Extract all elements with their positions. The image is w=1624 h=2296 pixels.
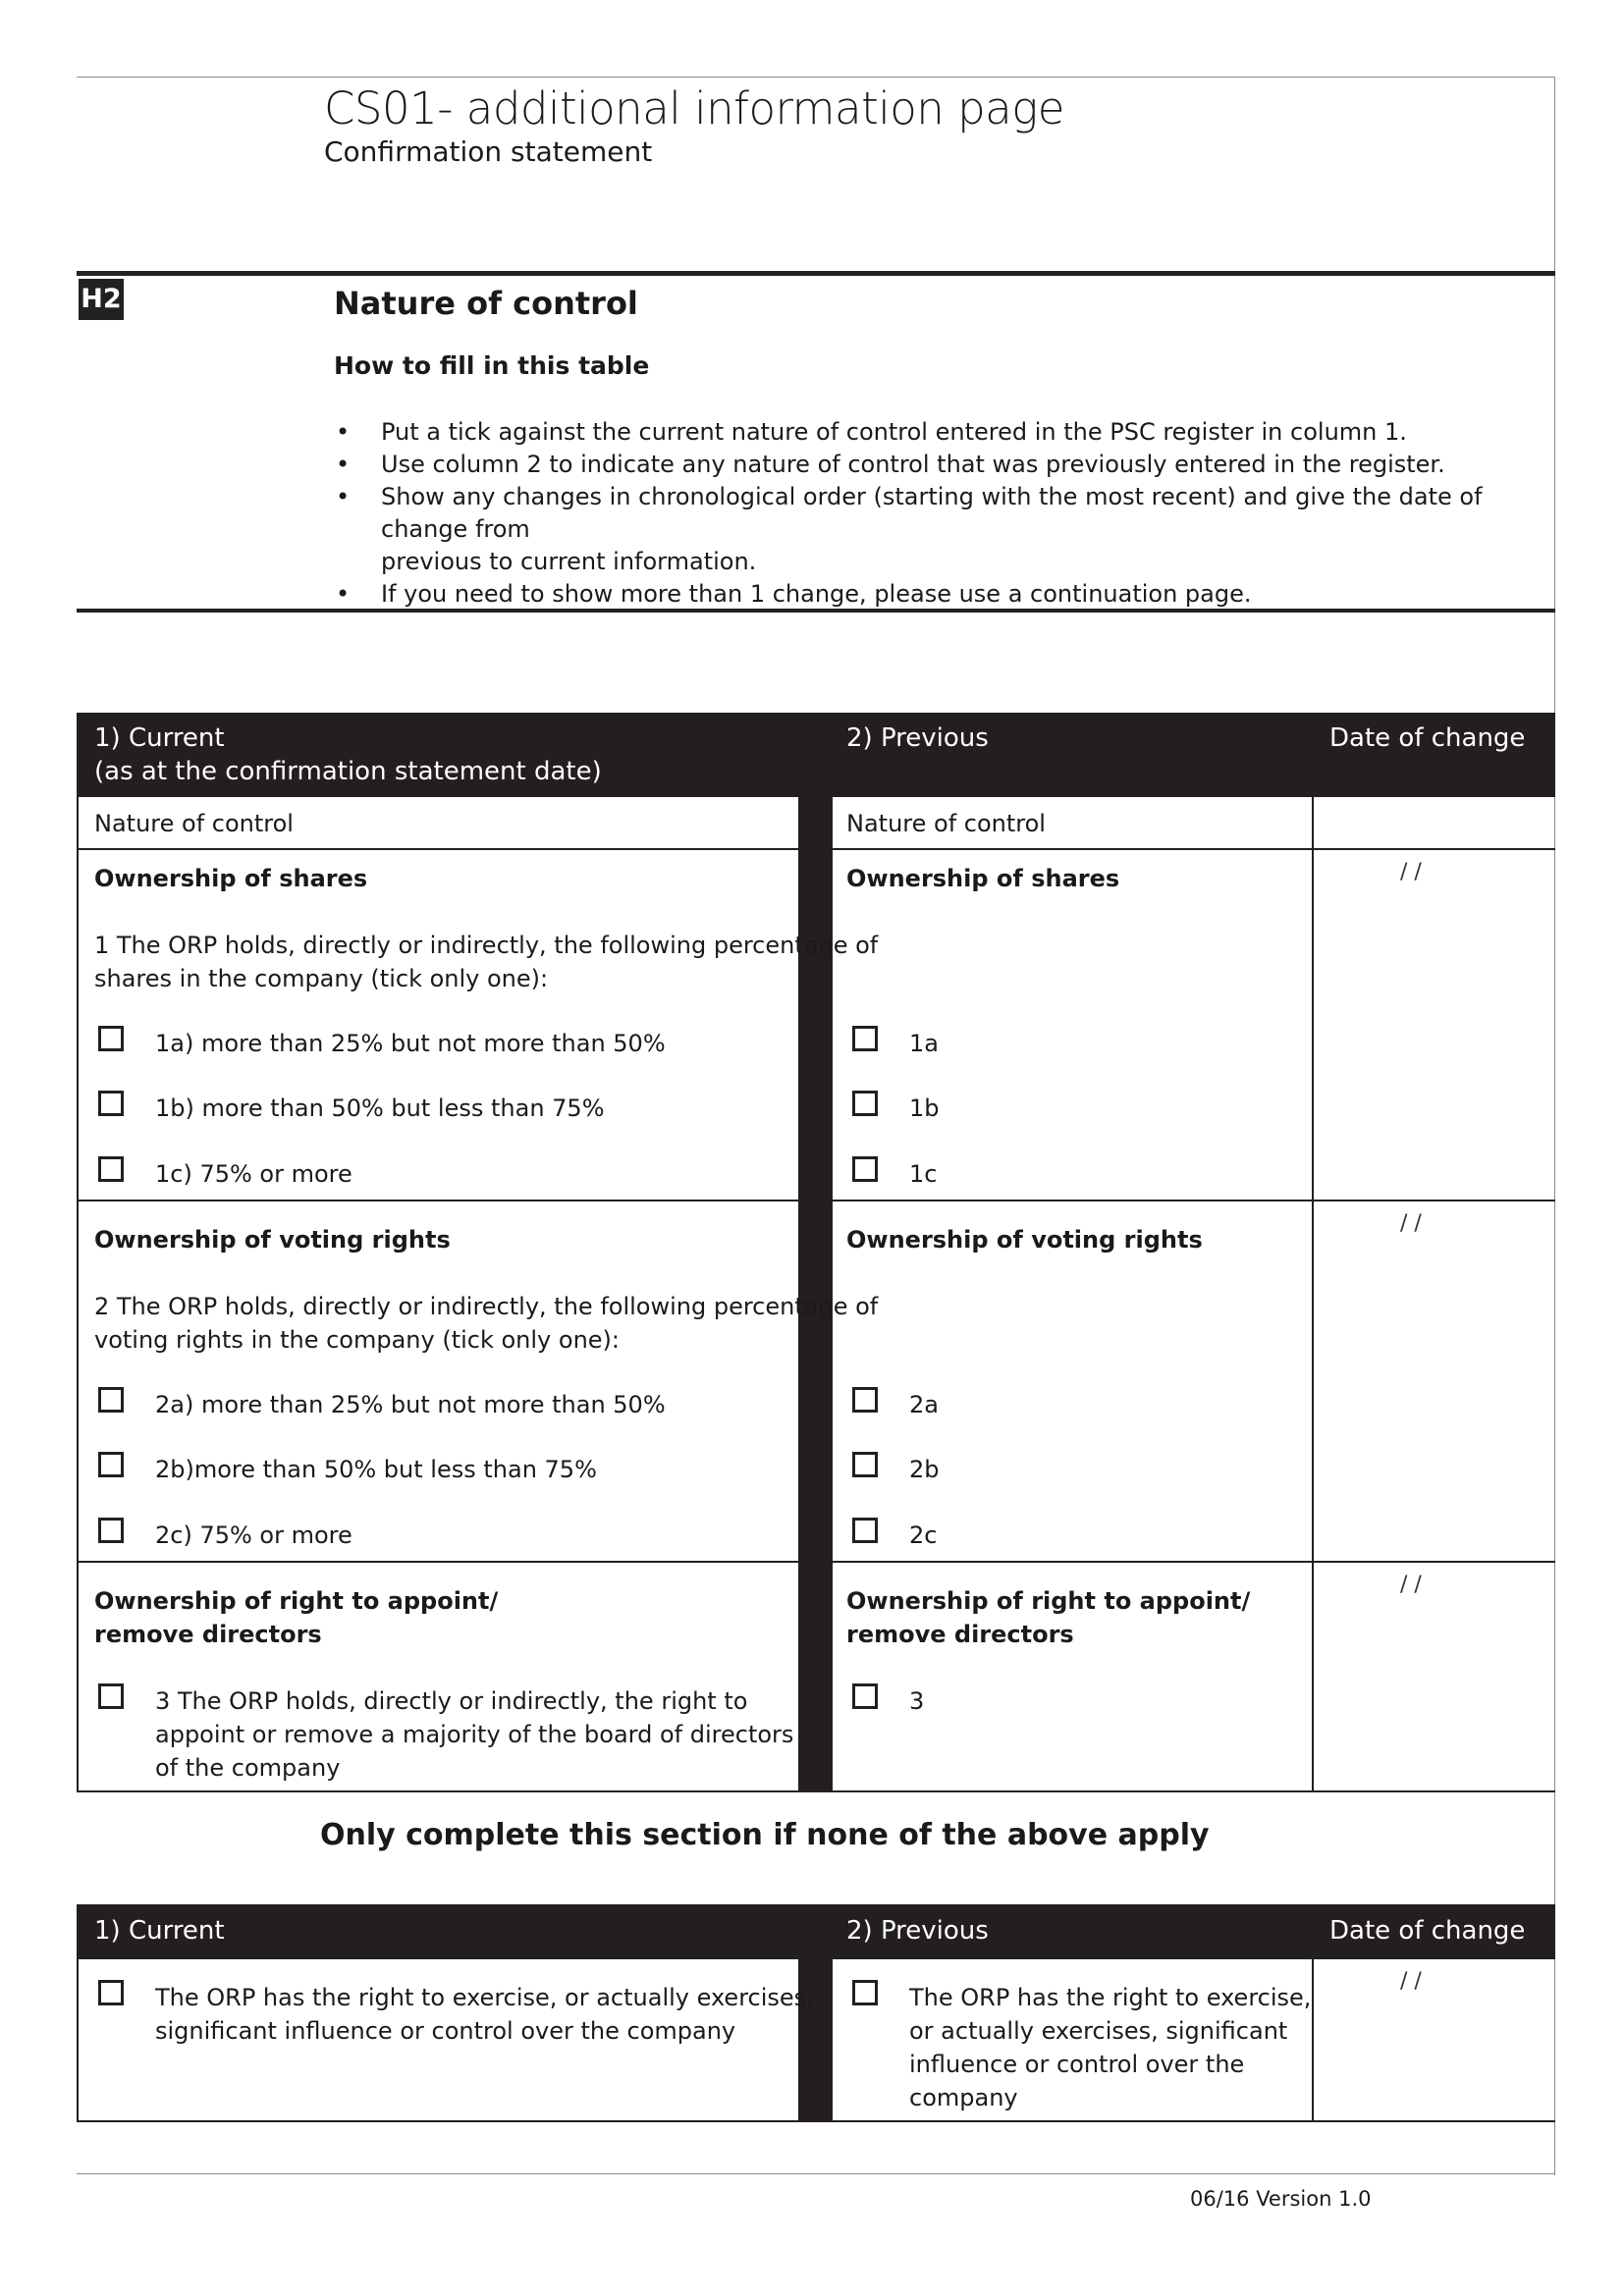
directors-title-current: Ownership of right to appoint/ (94, 1587, 499, 1615)
checkbox-significant-influence-previous[interactable] (852, 1980, 878, 2005)
table-left-border (77, 797, 79, 1792)
significant-influence-previous-label-4: company (909, 2084, 1018, 2111)
date-of-change-field[interactable]: / / (1400, 860, 1422, 884)
row-divider (77, 848, 1555, 850)
option-1c-prev-label: 1c (909, 1160, 938, 1188)
version-footer: 06/16 Version 1.0 (1190, 2187, 1372, 2211)
option-2c-label: 2c) 75% or more (155, 1522, 352, 1549)
howto-heading: How to fill in this table (334, 351, 650, 380)
checkbox-1a-previous[interactable] (852, 1026, 878, 1051)
row-divider (77, 1561, 1555, 1563)
table2-col-current-heading: 1) Current (94, 1916, 225, 1946)
instruction-item: • Put a tick against the current nature of control entered in the PSC register in column 1. (334, 416, 1542, 449)
option-2a-label: 2a) more than 25% but not more than 50% (155, 1391, 666, 1418)
option-2a-prev-label: 2a (909, 1391, 939, 1418)
significant-influence-current-label-2: significant influence or control over the company (155, 2017, 736, 2045)
instruction-continuation-text: previous to current information. (381, 548, 757, 575)
instruction-item: • Use column 2 to indicate any nature of control that was previously entered in the register. (334, 449, 1542, 481)
table2-col-date-heading: Date of change (1329, 1916, 1526, 1946)
section-bottom-rule (77, 609, 1555, 613)
date-column-border (1312, 797, 1314, 1792)
checkbox-2c-previous[interactable] (852, 1518, 878, 1543)
option-2b-prev-label: 2b (909, 1456, 940, 1483)
checkbox-1c-current[interactable] (98, 1156, 124, 1182)
significant-influence-previous-label: The ORP has the right to exercise, (909, 1984, 1312, 2011)
significant-influence-previous-label-2: or actually exercises, significant (909, 2017, 1288, 2045)
table2-date-border (1312, 1959, 1314, 2122)
option-2b-label: 2b)more than 50% but less than 75% (155, 1456, 597, 1483)
col-previous-heading: 2) Previous (846, 723, 989, 753)
section-badge: H2 (79, 279, 124, 320)
checkbox-1b-current[interactable] (98, 1091, 124, 1116)
checkbox-3-current[interactable] (98, 1683, 124, 1709)
checkbox-1c-previous[interactable] (852, 1156, 878, 1182)
voting-title-current: Ownership of voting rights (94, 1226, 451, 1254)
option-1a-label: 1a) more than 25% but not more than 50% (155, 1030, 666, 1057)
date-of-change-field[interactable]: / / (1400, 1573, 1422, 1597)
instruction-item: • Show any changes in chronological order (starting with the most recent) and give the date of change from (334, 481, 1542, 546)
col-current-heading: 1) Current (94, 723, 225, 753)
option-1c-label: 1c) 75% or more (155, 1160, 352, 1188)
voting-description: 2 The ORP holds, directly or indirectly, the following percentage of (94, 1293, 879, 1320)
option-1b-label: 1b) more than 50% but less than 75% (155, 1095, 605, 1122)
voting-description-2: voting rights in the company (tick only one): (94, 1326, 620, 1354)
page-subtitle: Confirmation statement (324, 135, 653, 168)
table2-left-border (77, 1959, 79, 2122)
voting-title-previous: Ownership of voting rights (846, 1226, 1203, 1254)
table-bottom-border (77, 1790, 1555, 1792)
table2-bottom-border (77, 2120, 1555, 2122)
checkbox-1b-previous[interactable] (852, 1091, 878, 1116)
checkbox-significant-influence-current[interactable] (98, 1980, 124, 2005)
option-3-label: 3 The ORP holds, directly or indirectly, the right to (155, 1687, 748, 1715)
option-1a-prev-label: 1a (909, 1030, 939, 1057)
instructions-list (334, 416, 1542, 611)
col-current-subheading: (as at the confirmation statement date) (94, 757, 602, 786)
directors-title-previous-2: remove directors (846, 1621, 1074, 1648)
section-top-rule (77, 271, 1555, 276)
option-3-label-2: appoint or remove a majority of the board of directors (155, 1721, 794, 1748)
option-3-label-3: of the company (155, 1754, 341, 1782)
instruction-item-continuation (334, 546, 1542, 578)
option-2c-prev-label: 2c (909, 1522, 938, 1549)
checkbox-2b-previous[interactable] (852, 1452, 878, 1477)
shares-title-current: Ownership of shares (94, 865, 368, 892)
section-title: Nature of control (334, 285, 638, 322)
checkbox-2b-current[interactable] (98, 1452, 124, 1477)
date-of-change-field[interactable]: / / (1400, 1211, 1422, 1236)
date-of-change-field[interactable]: / / (1400, 1969, 1422, 1994)
significant-influence-current-label: The ORP has the right to exercise, or actually exercises, (155, 1984, 814, 2011)
option-3-prev-label: 3 (909, 1687, 925, 1715)
alternative-section-heading: Only complete this section if none of the above apply (320, 1818, 1210, 1852)
checkbox-1a-current[interactable] (98, 1026, 124, 1051)
col-date-heading: Date of change (1329, 723, 1526, 753)
row-divider (77, 1200, 1555, 1201)
page-bottom-border (77, 2173, 1555, 2174)
page-top-border (77, 77, 1555, 78)
significant-influence-previous-label-3: influence or control over the (909, 2051, 1245, 2078)
directors-title-current-2: remove directors (94, 1621, 322, 1648)
previous-nature-subheader: Nature of control (846, 810, 1046, 837)
page-title: CS01- additional information page (324, 82, 1064, 134)
page-right-border (1554, 77, 1555, 2175)
checkbox-2c-current[interactable] (98, 1518, 124, 1543)
current-nature-subheader: Nature of control (94, 810, 294, 837)
directors-title-previous: Ownership of right to appoint/ (846, 1587, 1251, 1615)
shares-description: 1 The ORP holds, directly or indirectly, the following percentage of (94, 932, 879, 959)
table2-col-previous-heading: 2) Previous (846, 1916, 989, 1946)
checkbox-2a-previous[interactable] (852, 1387, 878, 1413)
shares-title-previous: Ownership of shares (846, 865, 1120, 892)
instruction-item: • If you need to show more than 1 change, please use a continuation page. (334, 578, 1542, 611)
checkbox-3-previous[interactable] (852, 1683, 878, 1709)
shares-description-2: shares in the company (tick only one): (94, 965, 549, 992)
option-1b-prev-label: 1b (909, 1095, 940, 1122)
checkbox-2a-current[interactable] (98, 1387, 124, 1413)
